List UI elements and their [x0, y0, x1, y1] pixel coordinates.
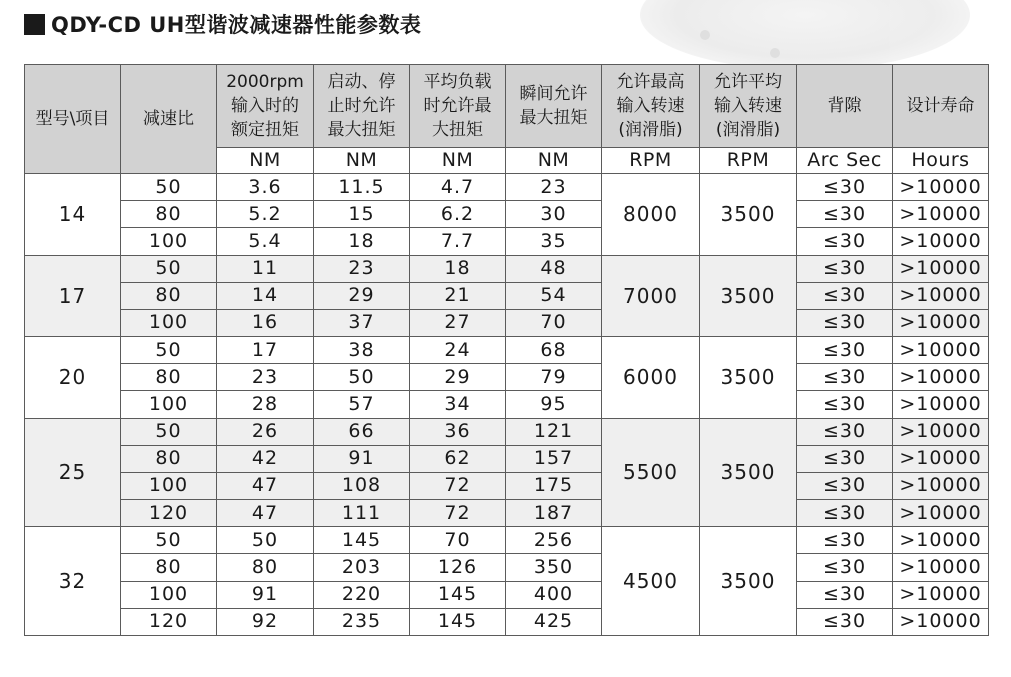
backlash-cell: ≤30	[797, 228, 893, 255]
ratio-cell: 80	[121, 364, 217, 391]
backlash-cell: ≤30	[797, 391, 893, 418]
background-bolt-hole	[770, 48, 780, 58]
table-row	[25, 554, 989, 581]
backlash-cell: ≤30	[797, 554, 893, 581]
design-life-cell: >10000	[893, 500, 989, 527]
header-line: 允许最高	[616, 72, 685, 92]
header-line: 额定扭矩	[231, 120, 299, 140]
start-stop-torque-cell: 235	[314, 608, 410, 635]
header-line: (润滑脂)	[618, 120, 683, 140]
max-input-speed-cell: 4500	[602, 527, 700, 636]
unit-cell: Arc Sec	[797, 148, 893, 174]
header-line: 最大扭矩	[327, 120, 396, 140]
table-row	[25, 472, 989, 499]
start-stop-torque-cell: 15	[314, 201, 410, 228]
ratio-cell: 80	[121, 201, 217, 228]
rated-torque-cell: 17	[217, 337, 314, 364]
title-text: QDY-CD UH型谐波减速器性能参数表	[51, 13, 422, 37]
ratio-cell: 50	[121, 527, 217, 554]
design-life-cell: >10000	[893, 309, 989, 336]
design-life-cell: >10000	[893, 527, 989, 554]
avg-load-torque-cell: 145	[410, 581, 506, 608]
rated-torque-cell: 47	[217, 472, 314, 499]
momentary-torque-cell: 256	[506, 527, 602, 554]
ratio-cell: 50	[121, 418, 217, 445]
table-row	[25, 391, 989, 418]
ratio-cell: 80	[121, 554, 217, 581]
rated-torque-cell: 80	[217, 554, 314, 581]
ratio-cell: 50	[121, 174, 217, 201]
start-stop-torque-cell: 37	[314, 309, 410, 336]
ratio-cell: 100	[121, 391, 217, 418]
header-line: 启动、停	[327, 72, 396, 92]
model-cell: 20	[25, 337, 121, 419]
start-stop-torque-cell: 11.5	[314, 174, 410, 201]
column-header	[217, 65, 314, 148]
rated-torque-cell: 42	[217, 445, 314, 472]
rated-torque-cell: 50	[217, 527, 314, 554]
start-stop-torque-cell: 111	[314, 500, 410, 527]
header-line: 止时允许	[327, 96, 396, 116]
momentary-torque-cell: 79	[506, 364, 602, 391]
table-row	[25, 527, 989, 554]
start-stop-torque-cell: 23	[314, 255, 410, 282]
rated-torque-cell: 28	[217, 391, 314, 418]
momentary-torque-cell: 95	[506, 391, 602, 418]
max-input-speed-cell: 8000	[602, 174, 700, 256]
unit-cell: NM	[410, 148, 506, 174]
backlash-cell: ≤30	[797, 364, 893, 391]
table-row	[25, 418, 989, 445]
ratio-cell: 100	[121, 228, 217, 255]
start-stop-torque-cell: 38	[314, 337, 410, 364]
column-header	[700, 65, 797, 148]
table-row	[25, 337, 989, 364]
rated-torque-cell: 47	[217, 500, 314, 527]
design-life-cell: >10000	[893, 418, 989, 445]
column-header	[893, 65, 989, 148]
header-line: 2000rpm	[226, 72, 304, 92]
backlash-cell: ≤30	[797, 255, 893, 282]
model-cell: 14	[25, 174, 121, 256]
header-line: 时允许最	[423, 96, 492, 116]
avg-load-torque-cell: 70	[410, 527, 506, 554]
rated-torque-cell: 14	[217, 282, 314, 309]
start-stop-torque-cell: 57	[314, 391, 410, 418]
start-stop-torque-cell: 108	[314, 472, 410, 499]
start-stop-torque-cell: 18	[314, 228, 410, 255]
rated-torque-cell: 5.4	[217, 228, 314, 255]
design-life-cell: >10000	[893, 174, 989, 201]
design-life-cell: >10000	[893, 472, 989, 499]
header-line: 最大扭矩	[519, 108, 588, 128]
table-header	[25, 65, 989, 174]
column-header	[410, 65, 506, 148]
ratio-cell: 100	[121, 309, 217, 336]
momentary-torque-cell: 400	[506, 581, 602, 608]
backlash-cell: ≤30	[797, 174, 893, 201]
ratio-cell: 120	[121, 608, 217, 635]
unit-cell: NM	[314, 148, 410, 174]
rated-torque-cell: 26	[217, 418, 314, 445]
design-life-cell: >10000	[893, 581, 989, 608]
design-life-cell: >10000	[893, 337, 989, 364]
start-stop-torque-cell: 220	[314, 581, 410, 608]
avg-load-torque-cell: 145	[410, 608, 506, 635]
momentary-torque-cell: 23	[506, 174, 602, 201]
column-header	[314, 65, 410, 148]
momentary-torque-cell: 54	[506, 282, 602, 309]
column-header	[25, 65, 121, 174]
design-life-cell: >10000	[893, 201, 989, 228]
design-life-cell: >10000	[893, 608, 989, 635]
avg-load-torque-cell: 18	[410, 255, 506, 282]
design-life-cell: >10000	[893, 228, 989, 255]
momentary-torque-cell: 350	[506, 554, 602, 581]
table-row	[25, 309, 989, 336]
column-header	[797, 65, 893, 148]
table-row	[25, 445, 989, 472]
momentary-torque-cell: 70	[506, 309, 602, 336]
start-stop-torque-cell: 50	[314, 364, 410, 391]
header-line: (润滑脂)	[715, 120, 781, 140]
momentary-torque-cell: 30	[506, 201, 602, 228]
backlash-cell: ≤30	[797, 445, 893, 472]
momentary-torque-cell: 48	[506, 255, 602, 282]
header-line: 输入时的	[231, 96, 299, 116]
avg-input-speed-cell: 3500	[700, 527, 797, 636]
avg-load-torque-cell: 4.7	[410, 174, 506, 201]
column-header	[506, 65, 602, 148]
background-product-image	[640, 0, 970, 70]
ratio-cell: 80	[121, 445, 217, 472]
rated-torque-cell: 23	[217, 364, 314, 391]
momentary-torque-cell: 425	[506, 608, 602, 635]
unit-cell: RPM	[602, 148, 700, 174]
header-line: 大扭矩	[432, 120, 483, 140]
header-line: 平均负载	[423, 72, 492, 92]
rated-torque-cell: 16	[217, 309, 314, 336]
table-row	[25, 581, 989, 608]
backlash-cell: ≤30	[797, 337, 893, 364]
design-life-cell: >10000	[893, 391, 989, 418]
table-row	[25, 364, 989, 391]
table-row	[25, 500, 989, 527]
table-row	[25, 174, 989, 201]
avg-load-torque-cell: 62	[410, 445, 506, 472]
table-row	[25, 282, 989, 309]
start-stop-torque-cell: 29	[314, 282, 410, 309]
header-line: 设计寿命	[906, 96, 975, 116]
header-row	[25, 65, 989, 148]
max-input-speed-cell: 7000	[602, 255, 700, 337]
model-cell: 32	[25, 527, 121, 636]
avg-load-torque-cell: 21	[410, 282, 506, 309]
unit-cell: NM	[506, 148, 602, 174]
avg-load-torque-cell: 126	[410, 554, 506, 581]
header-line: 减速比	[143, 109, 194, 129]
avg-input-speed-cell: 3500	[700, 174, 797, 256]
avg-load-torque-cell: 27	[410, 309, 506, 336]
max-input-speed-cell: 6000	[602, 337, 700, 419]
ratio-cell: 50	[121, 337, 217, 364]
start-stop-torque-cell: 91	[314, 445, 410, 472]
header-line: 型号\项目	[35, 109, 110, 129]
start-stop-torque-cell: 203	[314, 554, 410, 581]
avg-load-torque-cell: 29	[410, 364, 506, 391]
header-line: 允许平均	[714, 72, 782, 92]
backlash-cell: ≤30	[797, 418, 893, 445]
avg-input-speed-cell: 3500	[700, 337, 797, 419]
rated-torque-cell: 92	[217, 608, 314, 635]
ratio-cell: 100	[121, 472, 217, 499]
rated-torque-cell: 3.6	[217, 174, 314, 201]
avg-input-speed-cell: 3500	[700, 255, 797, 337]
ratio-cell: 120	[121, 500, 217, 527]
header-line: 背隙	[827, 96, 862, 116]
backlash-cell: ≤30	[797, 527, 893, 554]
title-square-icon	[24, 14, 45, 35]
table-row	[25, 201, 989, 228]
avg-load-torque-cell: 24	[410, 337, 506, 364]
backlash-cell: ≤30	[797, 500, 893, 527]
unit-cell: RPM	[700, 148, 797, 174]
design-life-cell: >10000	[893, 255, 989, 282]
momentary-torque-cell: 68	[506, 337, 602, 364]
rated-torque-cell: 11	[217, 255, 314, 282]
column-header	[121, 65, 217, 174]
model-cell: 17	[25, 255, 121, 337]
avg-load-torque-cell: 36	[410, 418, 506, 445]
avg-load-torque-cell: 34	[410, 391, 506, 418]
avg-load-torque-cell: 72	[410, 500, 506, 527]
ratio-cell: 80	[121, 282, 217, 309]
avg-load-torque-cell: 72	[410, 472, 506, 499]
header-line: 瞬间允许	[519, 84, 588, 104]
avg-load-torque-cell: 7.7	[410, 228, 506, 255]
background-bolt-hole	[700, 30, 710, 40]
header-line: 输入转速	[714, 96, 782, 116]
table-body	[25, 174, 989, 636]
backlash-cell: ≤30	[797, 309, 893, 336]
unit-cell: Hours	[893, 148, 989, 174]
header-line: 输入转速	[616, 96, 685, 116]
design-life-cell: >10000	[893, 364, 989, 391]
momentary-torque-cell: 175	[506, 472, 602, 499]
max-input-speed-cell: 5500	[602, 418, 700, 527]
table-row	[25, 255, 989, 282]
momentary-torque-cell: 157	[506, 445, 602, 472]
start-stop-torque-cell: 145	[314, 527, 410, 554]
design-life-cell: >10000	[893, 445, 989, 472]
momentary-torque-cell: 35	[506, 228, 602, 255]
column-header	[602, 65, 700, 148]
avg-input-speed-cell: 3500	[700, 418, 797, 527]
ratio-cell: 100	[121, 581, 217, 608]
start-stop-torque-cell: 66	[314, 418, 410, 445]
page-title	[24, 8, 421, 40]
momentary-torque-cell: 121	[506, 418, 602, 445]
table-row	[25, 608, 989, 635]
unit-cell: NM	[217, 148, 314, 174]
momentary-torque-cell: 187	[506, 500, 602, 527]
table-row	[25, 228, 989, 255]
backlash-cell: ≤30	[797, 201, 893, 228]
design-life-cell: >10000	[893, 282, 989, 309]
rated-torque-cell: 91	[217, 581, 314, 608]
spec-table	[24, 64, 989, 636]
backlash-cell: ≤30	[797, 282, 893, 309]
backlash-cell: ≤30	[797, 608, 893, 635]
backlash-cell: ≤30	[797, 581, 893, 608]
ratio-cell: 50	[121, 255, 217, 282]
design-life-cell: >10000	[893, 554, 989, 581]
model-cell: 25	[25, 418, 121, 527]
rated-torque-cell: 5.2	[217, 201, 314, 228]
backlash-cell: ≤30	[797, 472, 893, 499]
avg-load-torque-cell: 6.2	[410, 201, 506, 228]
